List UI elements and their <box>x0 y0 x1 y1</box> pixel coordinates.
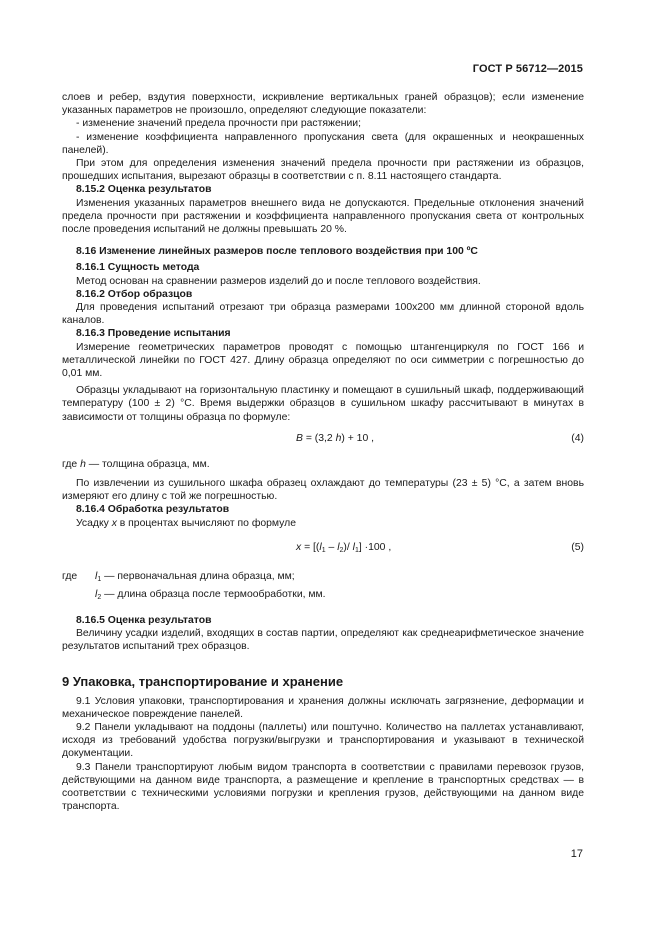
formula-number: (4) <box>571 432 584 444</box>
formula-where-row: где $l_1$ — первоначальная длина образца, мм; <box>62 570 295 583</box>
section-heading: 8.16 Изменение линейных размеров после теплового воздействия при 100 ºС <box>76 246 478 258</box>
paragraph: 9.1 Условия упаковки, транспортирования и хранения должны исключать загрязнение, деформации и механическое повреждение панелей. <box>62 695 584 720</box>
paragraph: 9.2 Панели укладывают на поддоны (паллеты) или поштучно. Количество на паллетах устанавливают, исходя из требований удобства погрузки/выгрузки и транспортирования и указывают в технической документации. <box>62 721 584 760</box>
subsection-heading: 8.16.2 Отбор образцов <box>76 288 193 300</box>
chapter-heading: 9 Упаковка, транспортирование и хранение <box>62 673 344 689</box>
subsection-heading: 8.16.4 Обработка результатов <box>76 504 230 516</box>
formula-5 <box>62 541 584 557</box>
formula-4 <box>62 432 584 448</box>
bullet-item: - изменение коэффициента направленного пропускания света (для окрашенных и неокрашенных панелей). <box>62 131 584 156</box>
bullet-item: - изменение значений предела прочности при растяжении; <box>76 118 361 130</box>
paragraph: Метод основан на сравнении размеров изделий до и после теплового воздействия. <box>76 275 481 287</box>
paragraph: Изменения указанных параметров внешнего вида не допускаются. Предельные отклонения значений предела прочности при растяжении и коэффициента направленного пропускания света от контрольных после проведения испытаний не должны превышать 20 %. <box>62 197 584 236</box>
paragraph: Для проведения испытаний отрезают три образца размерами 100x200 мм длинной стороной вдоль каналов. <box>62 302 584 327</box>
subsection-heading: 8.16.1 Сущность метода <box>76 262 200 274</box>
paragraph-continuation: слоев и ребер, вздутия поверхности, искривление вертикальных граней образцов); если изменение указанных параметров не произошло, определяют следующие показатели: <box>62 92 584 117</box>
subsection-heading: 8.16.3 Проведение испытания <box>76 328 231 340</box>
formula-where-row: $l_2$ — длина образца после термообработки, мм. <box>95 588 326 601</box>
subsection-heading: 8.16.5 Оценка результатов <box>76 614 212 626</box>
paragraph: При этом для определения изменения значений предела прочности при растяжении из образцов, прошедших испытания, вырезают образцы в соответствии с п. 8.11 настоящего стандарта. <box>62 158 584 183</box>
formula-expression: B = (3,2 h) + 10 , <box>296 432 374 444</box>
paragraph: 9.3 Панели транспортируют любым видом транспорта в соответствии с правилами перевозок грузов, действующими на данном виде транспорта, а размещение и крепление в транспортных средствах — в соответствии с техническими условиями погрузки и крепления грузов, действующими на данном виде транспорта. <box>62 761 584 813</box>
formula-expression: $x = [(l_1 - l_2)/$ $l_1] \cdot 100$ , <box>296 541 392 554</box>
paragraph: Измерение геометрических параметров проводят с помощью штангенциркуля по ГОСТ 166 и металлической линейки по ГОСТ 427. Длину образца определяют по оси симметрии с погрешностью до 0,01 мм. <box>62 341 584 380</box>
paragraph: По извлечении из сушильного шкафа образец охлаждают до температуры (23 ± 5) °С, а затем вновь измеряют его длину с той же погрешностью. <box>62 478 584 503</box>
formula-where: где h — толщина образца, мм. <box>62 458 210 470</box>
formula-number: (5) <box>571 541 584 553</box>
page-number: 17 <box>570 848 583 860</box>
paragraph: Усадку x в процентах вычисляют по формуле <box>76 517 296 529</box>
page-content <box>62 91 584 813</box>
page-header-standard: ГОСТ Р 56712—2015 <box>472 63 583 75</box>
paragraph: Образцы укладывают на горизонтальную пластинку и помещают в сушильный шкаф, поддерживающий температуру (100 ± 2) °С. Время выдержки образцов в сушильном шкафу рассчитывают в минутах в зависимости от толщины образца по формуле: <box>62 385 584 423</box>
subsection-heading: 8.15.2 Оценка результатов <box>76 184 212 196</box>
paragraph: Величину усадки изделий, входящих в состав партии, определяют как среднеарифметическое значение результатов испытаний трех образцов. <box>62 628 584 653</box>
